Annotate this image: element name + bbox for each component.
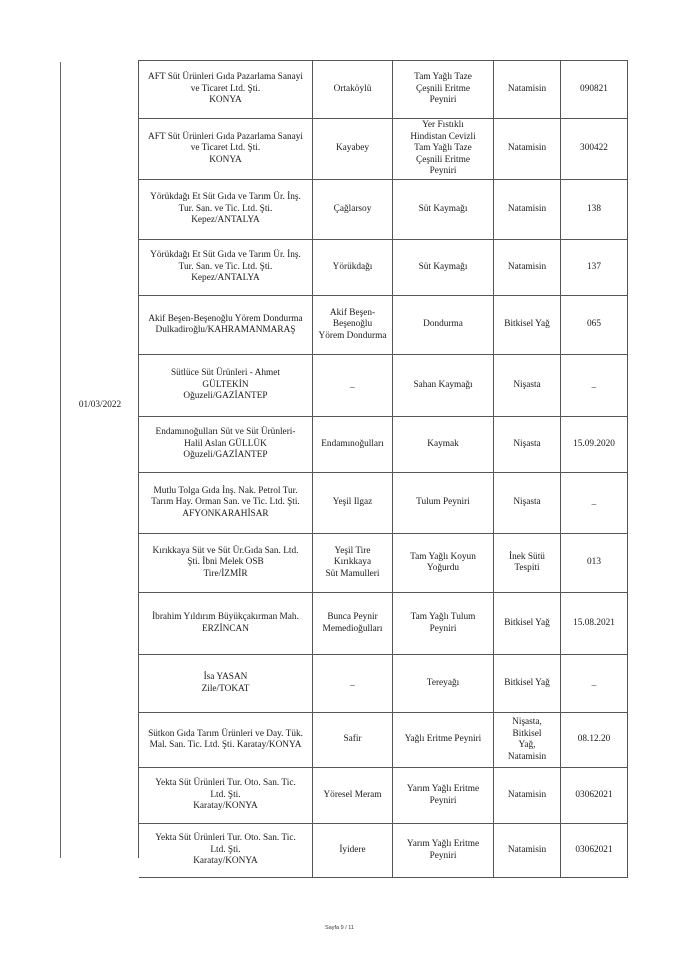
date-column-left-border <box>60 62 61 858</box>
cell-lot: 137 <box>561 240 628 296</box>
cell-lot: 065 <box>561 296 628 355</box>
cell-company: İsa YASAN Zile/TOKAT <box>139 655 313 713</box>
cell-brand: Ortaköylü <box>313 61 393 119</box>
cell-additive: Natamisin <box>494 180 561 240</box>
cell-additive: Bitkisel Yağ <box>494 593 561 655</box>
cell-company: İbrahim Yıldırım Büyükçakırman Mah. ERZİNCAN <box>139 593 313 655</box>
cell-company: Sütlüce Süt Ürünleri - Ahmet GÜLTEKİN Oğuzeli/GAZİANTEP <box>139 355 313 417</box>
cell-brand: Kayabey <box>313 119 393 180</box>
cell-additive: Nişasta, Bitkisel Yağ, Natamisin <box>494 713 561 768</box>
cell-product: Tam Yağlı Koyun Yoğurdu <box>393 534 494 593</box>
cell-product: Tam Yağlı Tulum Peyniri <box>393 593 494 655</box>
cell-brand: Endamınoğulları <box>313 417 393 473</box>
cell-brand: Yeşil Tire Kırıkkaya Süt Mamulleri <box>313 534 393 593</box>
cell-additive: Natamisin <box>494 768 561 824</box>
cell-lot: 013 <box>561 534 628 593</box>
cell-product: Süt Kaymağı <box>393 240 494 296</box>
cell-brand: Yörükdağı <box>313 240 393 296</box>
cell-company: Kırıkkaya Süt ve Süt Ür.Gıda San. Ltd. Şti. İbni Melek OSB Tire/İZMİR <box>139 534 313 593</box>
cell-lot: _ <box>561 355 628 417</box>
cell-brand: Safir <box>313 713 393 768</box>
cell-lot: _ <box>561 473 628 534</box>
cell-brand: Yöresel Meram <box>313 768 393 824</box>
cell-additive: Natamisin <box>494 61 561 119</box>
cell-lot: _ <box>561 655 628 713</box>
inspection-date: 01/03/2022 <box>78 400 122 410</box>
cell-additive: Nişasta <box>494 473 561 534</box>
cell-lot: 300422 <box>561 119 628 180</box>
cell-company: Yörükdağı Et Süt Gıda ve Tarım Ür. İnş. Tur. San. ve Tic. Ltd. Şti. Kepez/ANTALYA <box>139 240 313 296</box>
cell-brand: İyidere <box>313 824 393 878</box>
cell-brand: _ <box>313 355 393 417</box>
cell-additive: Natamisin <box>494 824 561 878</box>
cell-company: AFT Süt Ürünleri Gıda Pazarlama Sanayi ve Ticaret Ltd. Şti. KONYA <box>139 61 313 119</box>
cell-lot: 08.12.20 <box>561 713 628 768</box>
cell-lot: 15.08.2021 <box>561 593 628 655</box>
cell-additive: Bitkisel Yağ <box>494 655 561 713</box>
cell-additive: Bitkisel Yağ <box>494 296 561 355</box>
cell-lot: 03062021 <box>561 768 628 824</box>
cell-product: Yer Fıstıklı Hindistan Cevizli Tam Yağlı Taze Çeşnili Eritme Peyniri <box>393 119 494 180</box>
cell-lot: 090821 <box>561 61 628 119</box>
cell-product: Yağlı Eritme Peyniri <box>393 713 494 768</box>
cell-additive: Nişasta <box>494 355 561 417</box>
cell-product: Tulum Peyniri <box>393 473 494 534</box>
cell-company: Sütkon Gıda Tarım Ürünleri ve Day. Tük. Mal. San. Tic. Ltd. Şti. Karatay/KONYA <box>139 713 313 768</box>
cell-company: Yörükdağı Et Süt Gıda ve Tarım Ür. İnş. Tur. San. ve Tic. Ltd. Şti. Kepez/ANTALYA <box>139 180 313 240</box>
cell-company: Yekta Süt Ürünleri Tur. Oto. San. Tic. Ltd. Şti. Karatay/KONYA <box>139 768 313 824</box>
cell-company: Akif Beşen-Beşenoğlu Yörem Dondurma Dulkadiroğlu/KAHRAMANMARAŞ <box>139 296 313 355</box>
cell-product: Tereyağı <box>393 655 494 713</box>
cell-brand: Akif Beşen-Beşenoğlu Yörem Dondurma <box>313 296 393 355</box>
cell-product: Kaymak <box>393 417 494 473</box>
cell-company: AFT Süt Ürünleri Gıda Pazarlama Sanayi ve Ticaret Ltd. Şti. KONYA <box>139 119 313 180</box>
cell-brand: Bunca Peynir Memedioğulları <box>313 593 393 655</box>
cell-brand: Yeşil Ilgaz <box>313 473 393 534</box>
cell-lot: 138 <box>561 180 628 240</box>
cell-additive: İnek Sütü Tespiti <box>494 534 561 593</box>
cell-product: Tam Yağlı Taze Çeşnili Eritme Peyniri <box>393 61 494 119</box>
cell-brand: Çağlarsoy <box>313 180 393 240</box>
cell-company: Endamınoğulları Süt ve Süt Ürünleri- Halil Aslan GÜLLÜK Oğuzeli/GAZİANTEP <box>139 417 313 473</box>
products-table <box>138 60 628 867</box>
cell-brand: _ <box>313 655 393 713</box>
cell-product: Dondurma <box>393 296 494 355</box>
cell-company: Yekta Süt Ürünleri Tur. Oto. San. Tic. Ltd. Şti. Karatay/KONYA <box>139 824 313 878</box>
cell-product: Süt Kaymağı <box>393 180 494 240</box>
cell-additive: Natamisin <box>494 240 561 296</box>
cell-additive: Natamisin <box>494 119 561 180</box>
page-number: Sayfa 9 / 11 <box>325 925 354 931</box>
cell-company: Mutlu Tolga Gıda İnş. Nak. Petrol Tur. Tarım Hay. Orman San. ve Tic. Ltd. Şti. AFYONKARAHİSAR <box>139 473 313 534</box>
cell-lot: 15.09.2020 <box>561 417 628 473</box>
cell-lot: 03062021 <box>561 824 628 878</box>
cell-product: Sahan Kaymağı <box>393 355 494 417</box>
cell-product: Yarım Yağlı Eritme Peyniri <box>393 824 494 878</box>
cell-additive: Nişasta <box>494 417 561 473</box>
cell-product: Yarım Yağlı Eritme Peyniri <box>393 768 494 824</box>
